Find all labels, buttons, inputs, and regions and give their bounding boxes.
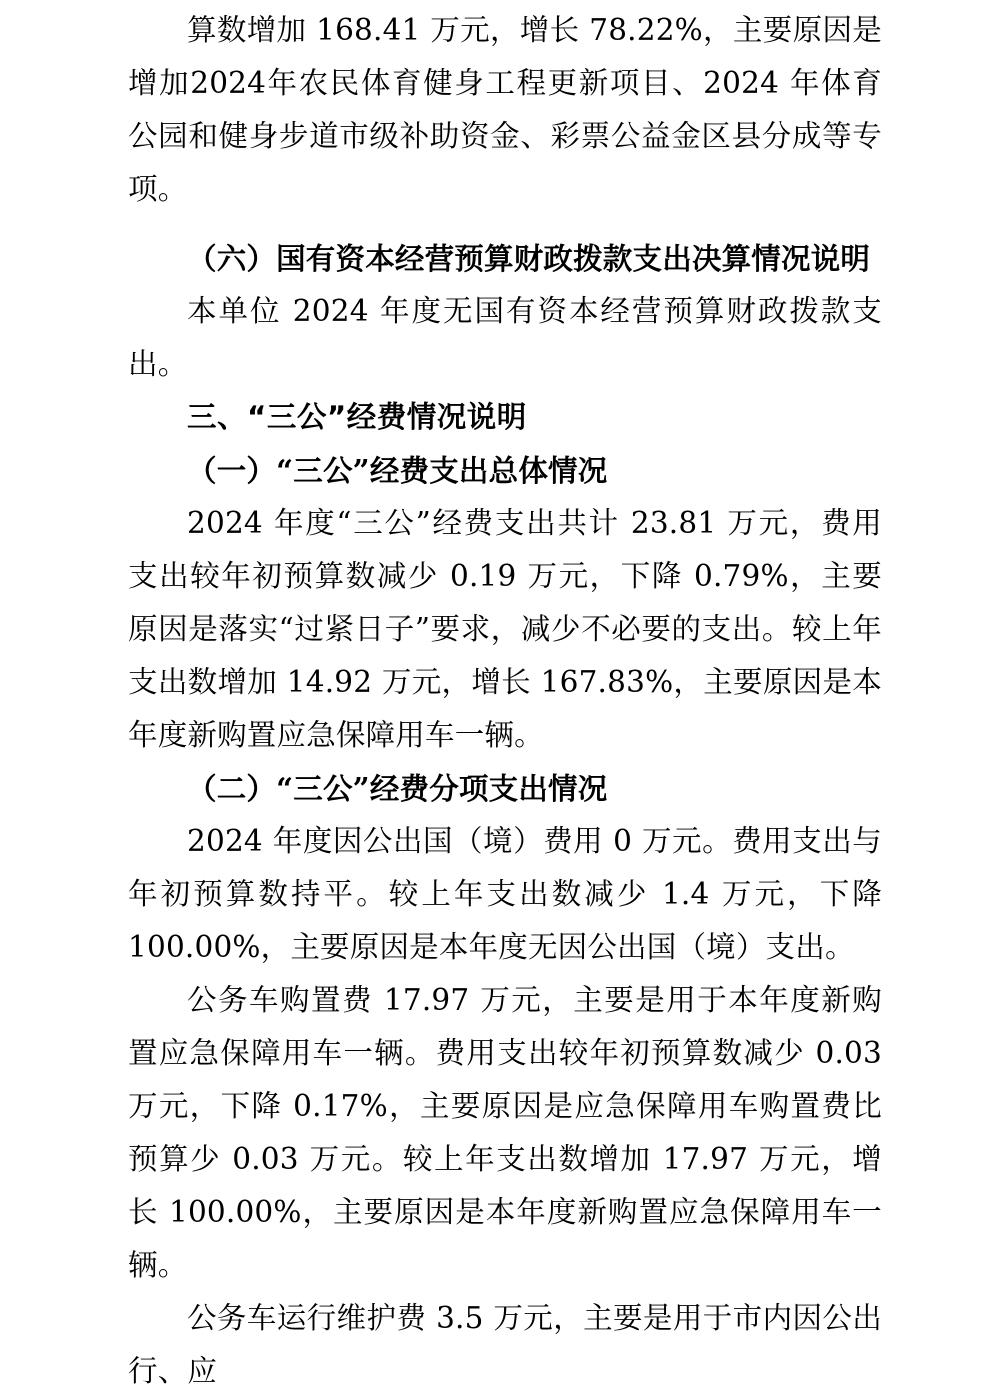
heading-section-six: （六）国有资本经营预算财政拨款支出决算情况说明 (187, 241, 871, 276)
heading-subsection-two: （二）“三公”经费分项支出情况 (187, 771, 608, 806)
paragraph-subsection-two-body-two: 公务车购置费 17.97 万元，主要是用于本年度新购置应急保障用车一辆。费用支出较年初预算数减少 0.03 万元，下降 0.17%，主要原因是应急保障用车购置费比预算少 0.03 万元。较上年支出数增加 17.97 万元，增长 100.00%，主要原因是本年度新购置应急保障用车一辆。 (128, 983, 882, 1282)
heading-section-three: 三、“三公”经费情况说明 (187, 400, 527, 434)
paragraph-subsection-two-body-one: 2024 年度因公出国（境）费用 0 万元。费用支出与年初预算数持平。较上年支出数减少 1.4 万元，下降 100.00%，主要原因是本年度无因公出国（境）支出。 (128, 824, 882, 964)
paragraph-subsection-one-body: 2024 年度“三公”经费支出共计 23.81 万元，费用支出较年初预算数减少 0.19 万元，下降 0.79%，主要原因是落实“过紧日子”要求，减少不必要的支出。较上年支出数增加 14.92 万元，增长 167.83%，主要原因是本年度新购置应急保障用车一辆。 (128, 506, 882, 752)
heading-subsection-one: （一）“三公”经费支出总体情况 (187, 453, 608, 488)
paragraph-continuation: 算数增加 168.41 万元，增长 78.22%，主要原因是增加2024年农民体育健身工程更新项目、2024 年体育公园和健身步道市级补助资金、彩票公益金区县分成等专项。 (128, 13, 882, 206)
paragraph-section-six-body: 本单位 2024 年度无国有资本经营预算财政拨款支出。 (128, 294, 882, 381)
paragraph-subsection-two-body-three: 公务车运行维护费 3.5 万元，主要是用于市内因公出行、应 (128, 1301, 882, 1388)
document-body (128, 0, 882, 1398)
